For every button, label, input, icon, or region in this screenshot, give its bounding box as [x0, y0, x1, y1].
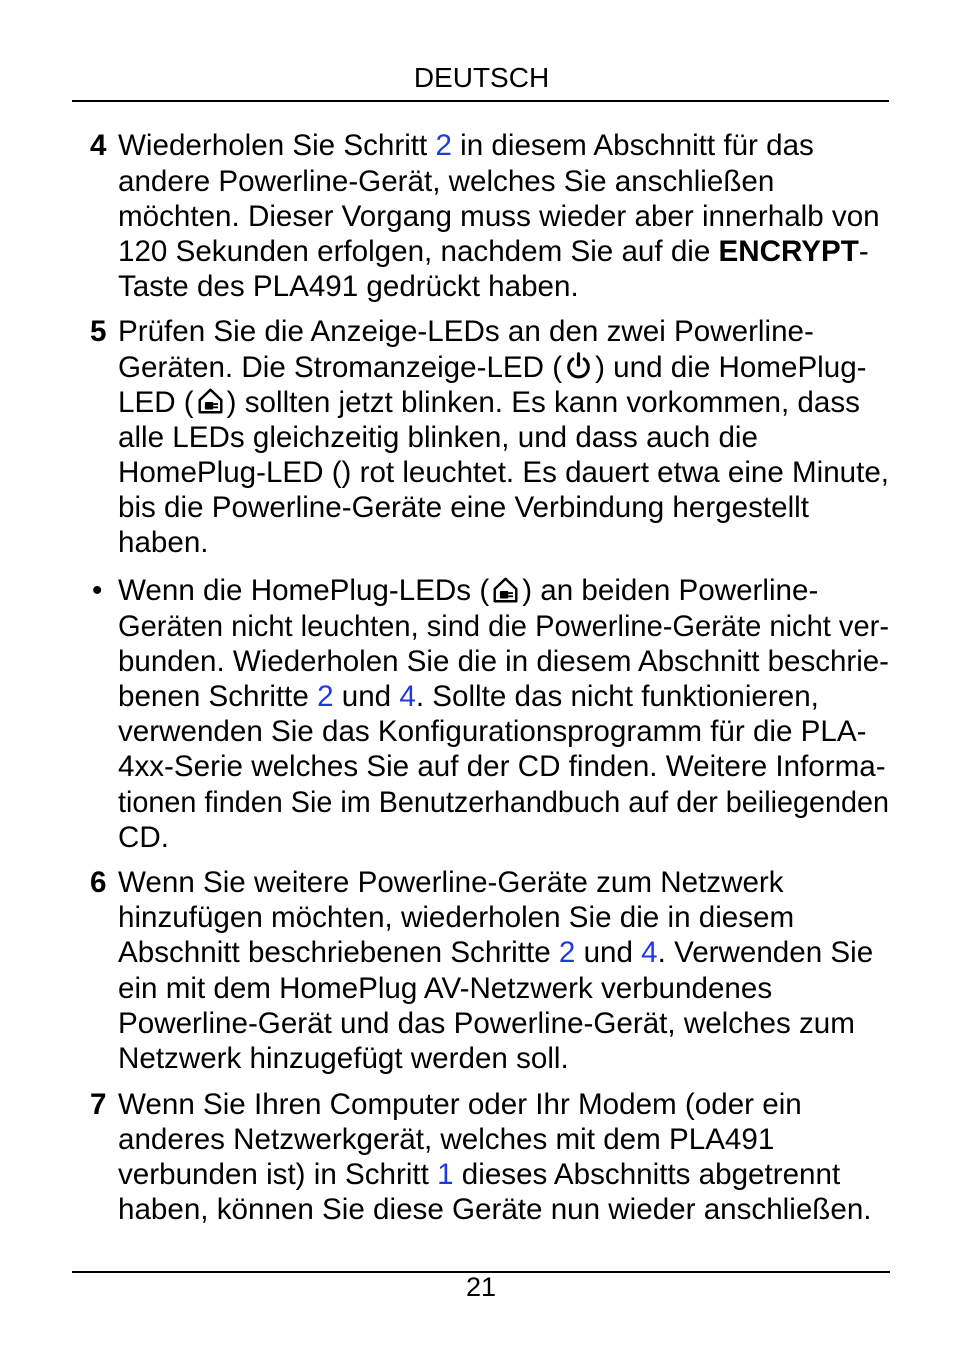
text-run: hinzufügen möchten, wiederholen Sie die in diesem: [118, 901, 795, 935]
text-run: LED (: [118, 385, 194, 419]
text-run: -: [858, 234, 869, 268]
text-line-content: [118, 350, 867, 385]
step-text: [118, 1087, 954, 1228]
homeplug-icon-graphic: [194, 386, 227, 416]
text-run: Abschnitt beschriebenen Schritte: [118, 936, 559, 970]
text-run: HomePlug-LED () rot leuchtet. Es dauert etwa eine Minute,: [118, 456, 889, 490]
text-line-content: [118, 490, 809, 525]
text-line-content: [118, 525, 209, 560]
text-line: [118, 455, 954, 490]
text-line-content: [118, 234, 869, 269]
text-line: [118, 820, 954, 855]
text-line-content: [118, 1157, 840, 1192]
text-line-content: [118, 644, 889, 679]
step-reference-link[interactable]: 2: [317, 680, 334, 713]
text-line: [118, 269, 954, 304]
text-line: [118, 865, 954, 900]
step-7-item: [0, 1087, 954, 1228]
text-line-content: [118, 1041, 569, 1076]
text-line: [118, 573, 954, 608]
text-line-content: [118, 935, 873, 970]
power-icon: [562, 351, 595, 381]
step-reference-link[interactable]: 4: [399, 680, 416, 713]
text-run: bunden. Wiederholen Sie die in diesem Abschnitt beschrie-: [118, 644, 889, 678]
text-run: haben, können Sie diese Geräte nun wieder anschließen.: [118, 1193, 872, 1227]
text-run: haben.: [118, 526, 209, 560]
step-number: 6: [90, 865, 107, 899]
text-run: . Sollte das nicht funktionieren,: [415, 680, 819, 713]
text-line: [118, 128, 954, 163]
step-reference-link[interactable]: 1: [437, 1158, 454, 1192]
text-line: [118, 971, 954, 1006]
step-number: 5: [90, 315, 107, 349]
text-line-content: [118, 573, 818, 608]
step-reference-link[interactable]: 2: [435, 129, 452, 163]
header-rule: [72, 100, 889, 101]
page-number: 21: [465, 1272, 497, 1303]
text-line-content: [118, 1087, 802, 1122]
step-text: [118, 865, 954, 1076]
text-run: benen Schritte: [118, 680, 318, 713]
text-run: CD.: [118, 820, 169, 854]
text-run: anderes Netzwerkgerät, welches mit dem PLA491: [118, 1123, 775, 1157]
text-line: [118, 420, 954, 455]
text-run: in diesem Abschnitt für das: [451, 129, 814, 163]
bullet-marker: •: [92, 574, 103, 608]
text-line: [118, 314, 954, 349]
text-line-content: [118, 749, 886, 784]
text-line: [118, 164, 954, 199]
homeplug-icon: [489, 575, 522, 605]
text-line-content: [118, 971, 772, 1006]
step-5-item: [0, 314, 954, 560]
text-line-content: [118, 164, 774, 199]
text-line-content: [118, 455, 889, 490]
text-run: Powerline-Gerät und das Powerline-Gerät, welches zum: [118, 1006, 855, 1040]
text-run: tionen finden Sie im Benutzerhandbuch auf der beiliegenden: [118, 785, 889, 819]
text-line: [118, 1041, 954, 1076]
text-line-content: [118, 714, 866, 749]
text-line-content: [118, 679, 819, 714]
text-run: ein mit dem HomePlug AV-Netzwerk verbundenes: [118, 971, 773, 1005]
text-line: [118, 385, 954, 420]
text-line-content: [118, 1192, 872, 1227]
text-run: ) an beiden Powerline-: [522, 574, 819, 608]
text-line: [118, 1087, 954, 1122]
homeplug-icon-prong-top: [509, 592, 514, 594]
instruction-list: [0, 128, 954, 1227]
text-line: [118, 749, 954, 784]
text-line-content: [118, 199, 880, 234]
homeplug-icon-plug-body: [500, 591, 508, 599]
text-run: Geräten. Die Stromanzeige-LED (: [118, 350, 563, 384]
text-run: Wenn Sie weitere Powerline-Geräte zum Netzwerk: [118, 865, 784, 899]
text-line-content: [118, 385, 860, 420]
text-line: [118, 1006, 954, 1041]
text-line: [118, 609, 954, 644]
text-line: [118, 234, 954, 269]
text-run: alle LEDs gleichzeitig blinken, und dass auch die: [118, 420, 758, 454]
text-run: andere Powerline-Gerät, welches Sie anschließen: [118, 164, 775, 198]
text-run: ) und die HomePlug-: [595, 350, 867, 384]
text-run: möchten. Dieser Vorgang muss wieder aber innerhalb von: [118, 199, 880, 233]
homeplug-icon: [194, 386, 227, 416]
text-line-content: [118, 820, 169, 855]
text-line: [118, 900, 954, 935]
text-line: [118, 350, 954, 385]
step-text: [118, 314, 954, 560]
homeplug-icon-prong-bottom: [509, 595, 514, 597]
text-run: dieses Abschnitts abgetrennt: [453, 1158, 841, 1192]
power-icon-graphic: [562, 351, 595, 381]
note-bullet-item: [0, 573, 954, 855]
text-line-content: [118, 420, 758, 455]
text-line: [118, 1157, 954, 1192]
text-run: Taste des PLA491 gedrückt haben.: [118, 270, 579, 304]
text-run: und: [333, 680, 400, 713]
text-run: Geräten nicht leuchten, sind die Powerline-Geräte nicht ver-: [118, 609, 889, 643]
text-line-content: [118, 900, 794, 935]
text-line-content: [118, 865, 784, 900]
text-run: . Verwenden Sie: [657, 936, 874, 970]
text-run: Wenn die HomePlug-LEDs (: [118, 574, 490, 608]
text-run: bis die Powerline-Geräte eine Verbindung hergestellt: [118, 491, 809, 525]
text-line: [118, 525, 954, 560]
section-language-label: DEUTSCH: [413, 62, 550, 94]
text-line: [118, 935, 954, 970]
step-6-item: [0, 865, 954, 1076]
text-run: verbunden ist) in Schritt: [118, 1158, 438, 1192]
text-line-content: [118, 785, 889, 820]
text-line: [118, 644, 954, 679]
text-line-content: [118, 1122, 774, 1157]
text-line-content: [118, 314, 814, 349]
text-run: ) sollten jetzt blinken. Es kann vorkommen, dass: [226, 385, 860, 419]
homeplug-icon-prong-top: [213, 403, 218, 405]
text-line: [118, 1192, 954, 1227]
text-line-content: [118, 128, 814, 163]
homeplug-icon-graphic: [489, 575, 522, 605]
text-line: [118, 714, 954, 749]
bold-key-name: ENCRYPT: [718, 234, 859, 268]
homeplug-icon-prong-bottom: [213, 407, 218, 409]
text-run: Netzwerk hinzugefügt werden soll.: [118, 1041, 569, 1075]
text-run: verwenden Sie das Konfigurationsprogramm für die PLA-: [118, 715, 867, 749]
text-line: [118, 785, 954, 820]
text-run: Wenn Sie Ihren Computer oder Ihr Modem (oder ein: [118, 1087, 802, 1121]
step-number: 7: [90, 1087, 107, 1121]
text-run: Prüfen Sie die Anzeige-LEDs an den zwei Powerline-: [118, 315, 814, 349]
bullet-text: [118, 573, 954, 855]
step-reference-link[interactable]: 4: [641, 936, 658, 970]
text-run: 4xx-Serie welches Sie auf der CD finden. Weitere Informa-: [118, 750, 886, 784]
text-line: [118, 490, 954, 525]
text-run: und: [575, 936, 642, 970]
text-run: Wiederholen Sie Schritt: [118, 129, 436, 163]
step-reference-link[interactable]: 2: [558, 936, 576, 970]
text-line: [118, 679, 954, 714]
text-line-content: [118, 269, 579, 304]
text-line: [118, 1122, 954, 1157]
text-line-content: [118, 609, 889, 644]
text-run: 120 Sekunden erfolgen, nachdem Sie auf die: [118, 234, 719, 268]
text-line: [118, 199, 954, 234]
homeplug-icon-plug-body: [205, 402, 213, 410]
step-text: [118, 128, 954, 304]
text-line-content: [118, 1006, 855, 1041]
step-number: 4: [90, 129, 107, 163]
step-4-item: [0, 128, 954, 304]
